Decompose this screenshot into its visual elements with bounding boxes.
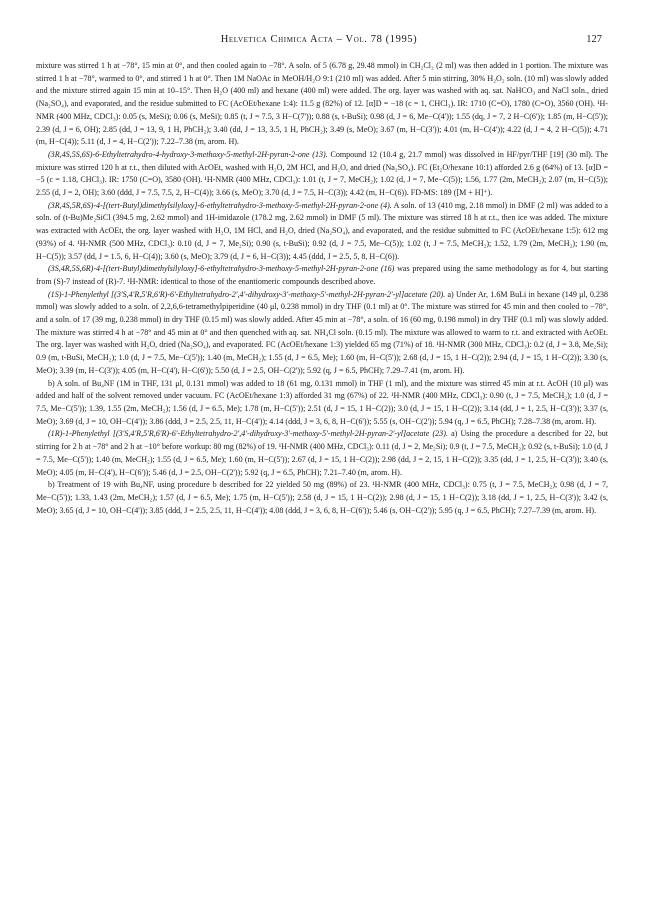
page-number: 127 [586,34,602,45]
paragraph-compound-23 [36,428,608,479]
paragraph-text: b) Treatment of 19 with Bu₄NF, using procedure b described for 22 yielded 50 mg (89%) of 23. ¹H-NMR (400 MHz, CDCl₃): 0.75 (t, J = 7.5, MeCH₂); 0.98 (d, J = 7, Me−C(5')); 1.33, 1.43 (2m, MeCH₂); 1.57 (d, J = 6.5, Me); 1.75 (m, H−C(5')); 2.58 (d, J = 15, 1 H−C(2)); 2.98 (d, J = 15, 1 H−C(2)); 3.18 (dd, J = 1, 2.5, H−C(3')); 3.42 (s, MeO); 3.65 (d, J = 10, OH−C(4')); 3.85 (ddd, J = 2.5, 2.5, 11, H−C(4')); 4.08 (ddd, J = 3, 6, 8, H−C(6')); 5.46 (s, OH−C(2')); 5.95 (q, J = 6.5, PhCH); 7.27–7.39 (m, arom. H). [36,480,608,515]
page-header [36,34,602,48]
paragraph-text: was prepared using the same methodology as for 4, but starting from (S)-7 instead of (R)-7. ¹H-NMR: identical to those of the enantiomeric compounds described above. [36,264,608,286]
paragraph-text: mixture was stirred 1 h at −78°, 15 min at 0°, and then cooled again to −78°. A soln. of 5 (6.78 g, 29.48 mmol) in CH₂Cl₂ (2 ml) was then added in 1 portion. The mixture was stirred 1 h at −78°, warmed to 0°, and stirred 1 h at 0°. Then 1M NaOAc in MeOH/H₂O 9:1 (210 ml) was added. After 5 min stirring, 30% H₂O₂ soln. (10 ml) was slowly added and the mixture stirred again 15 min at 10–15°. Then H₂O (400 ml) and hexane (400 ml) were added. The org. layer was washed with aq. sat. NaHCO₃ and NaCl soln., dried (Na₂SO₄), and evaporated, and the residue submitted to FC (AcOEt/hexane 1:4): 11.5 g (82%) of 12. [α]D = −18 (c = 1, CHCl₃). IR: 1710 (C=O), 1780 (C=O), 3560 (OH). ¹H-NMR (400 MHz, CDCl₃): 0.05 (s, MeSi); 0.06 (s, MeSi); 0.85 (t, J = 7.5, 3 H−C(7')); 0.88 (s, t-BuSi); 0.98 (d, J = 6, Me−C(4')); 1.55 (dq, J = 7, 2 H−C(6')); 1.85 (m, H−C(5')); 2.39 (d, J = 6, OH); 2.85 (dd, J = 13, 9, 1 H, PhCH₂); 3.40 (dd, J = 13, 3.5, 1 H, PhCH₂); 3.49 (s, MeO); 3.67 (m, H−C(3')); 4.01 (m, H−C(4')); 4.22 (d, J = 4, 2 H−C(5)); 4.71 (m, H−C(4)); 5.11 (d, J = 4, H−C(2')); 7.22–7.38 (m, arom. H). [36,61,608,147]
compound-title: (3S,4R,5S,6R)-4-[(tert-Butyl)dimethylsilyloxy]-6-ethyltetrahydro-3-methoxy-5-methyl-2H-pyran-2-one (16) [48,264,395,274]
compound-title: (3R,4S,5R,6S)-4-[(tert-Butyl)dimethylsilyloxy]-6-ethyltetrahydro-3-methoxy-5-methyl-2H-pyran-2-one (4). [48,200,392,210]
paragraph-compound-20 [36,289,608,378]
paragraph-text: a) Under Ar, 1.6M BuLi in hexane (149 μl, 0.238 mmol) was slowly added to a soln. of 2,2,6,6-tetramethylpiperidine (40 μl, 0.238 mmol) in dry THF (0.1 ml) at 0°. The mixture was stirred for 45 min and then cooled to −78°, and a soln. of 17 (39 mg, 0.238 mmol) in dry THF (0.15 ml) was slowly added. After 45 min at −78°, a soln. of 16 (60 mg, 0.198 mmol) in dry THF (0.1 ml) was slowly added. The mixture was stirred 4 h at −78° and 45 min at 0° and then quenched with aq. sat. NH₄Cl soln. (0.15 ml). The mixture was allowed to warm to r.t. and extracted with AcOEt. The org. layer was washed with H₂O, dried (Na₂SO₄), and evaporated. FC (AcOEt/hexane 1:3) yielded 65 mg (71%) of 18. ¹H-NMR (300 MHz, CDCl₃): 0.2 (d, J = 3.8, Me₂Si); 0.9 (m, t-BuSi, MeCH₂); 1.0 (d, J = 7.5, Me−C(5')); 1.40 (m, MeCH₂); 1.55 (d, J = 6.5, Me); 1.60 (m, H−C(5')); 2.68 (d, J = 15, 1 H−C(2)); 2.94 (d, J = 15, 1 H−C(2)); 3.30 (s, MeO); 3.39 (m, H−C(3')); 4.05 (m, H−C(4'), H−C(6')); 5.50 (d, J = 2.5, OH−C(2')); 5.92 (q, J = 6.5, PhCH); 7.29–7.41 (m, arom. H). [36,289,609,375]
compound-title: (3R,4S,5S,6S)-6-Ethyltetrahydro-4-hydroxy-3-methoxy-5-methyl-2H-pyran-2-one (13). [48,149,328,159]
experimental-section [36,60,608,517]
paragraph-text: Compound 12 (10.4 g, 21.7 mmol) was dissolved in HF/pyr/THF [19] (30 ml). The mixture was stirred 120 h at r.t., then diluted with AcOEt, washed with H₂O, 2M HCl, and H₂O, and dried (Na₂SO₄). FC (Et₂O/hexane 10:1) afforded 2.6 g (64%) of 13. [α]D = −5 (c = 1.18, CHCl₃). IR: 1750 (C=O), 3580 (OH). ¹H-NMR (400 MHz, CDCl₃): 1.01 (t, J = 7, MeCH₂); 1.02 (d, J = 7, Me−C(5)); 1.56, 1.77 (2m, MeCH₂); 2.07 (m, H−C(5)); 2.55 (d, J = 2, OH); 3.60 (ddd, J = 7.5, 7.5, 2, H−C(4)); 3.66 (s, MeO); 3.70 (d, J = 7.5, H−C(3)); 4.42 (m, H−C(6)). FD-MS: 189 ([M + H]⁺). [36,149,608,198]
paragraph-text: a) Using the procedure a described for 22, but stirring for 2 h at −78° and 2 h at −10° before workup: 80 mg (82%) of 19. ¹H-NMR (400 MHz, CDCl₃): 0.11 (d, J = 2, Me₂Si); 0.9 (t, J = 7.5, MeCH₂); 0.92 (s, t-BuSi); 1.0 (d, J = 7.5, Me−C(5')); 1.40 (m, MeCH₂); 1.55 (d, J = 6.5, Me); 1.60 (m, H−C(5')); 2.67 (d, J = 15, 1 H−C(2)); 2.98 (dd, J = 2, 15, 1 H−C(2)); 3.35 (dd, J = 1, 2.5, H−C(3')); 3.40 (s, MeO); 4.05 (m, H−C(4'), H−C(6')); 5.46 (d, J = 2.5, OH−C(2')); 5.92 (q, J = 6.5, PhCH); 7.21–7.40 (m, arom. H). [36,429,608,477]
paragraph-compound-23-b [36,479,608,517]
paragraph-compound-22 [36,378,608,429]
paragraph-compound-4 [36,200,608,264]
paragraph-text: b) A soln. of Bu₄NF (1M in THF, 131 μl, 0.131 mmol) was added to 18 (61 mg, 0.131 mmol) in THF (1 ml), and the mixture was stirred 45 min at r.t. AcOH (10 μl) was added and half of the solvent removed under vacuum. FC (AcOEt/hexane 1:3) afforded 31 mg (67%) of 22. ¹H-NMR (400 MHz, CDCl₃): 0.90 (t, J = 7.5, MeCH₂); 1.0 (d, J = 7.5, Me−C(5')); 1.39, 1.55 (2m, MeCH₂); 1.56 (d, J = 6.5, Me); 1.78 (m, H−C(5')); 2.51 (d, J = 15, 1 H−C(2)); 3.0 (d, J = 15, 1 H−C(2)); 3.14 (dd, J = 1, 2.5, H−C(3')); 3.37 (s, MeO); 3.69 (d, J = 10, OH−C(4')); 3.86 (ddd, J = 2.5, 2.5, 11, H−C(4')); 4.14 (ddd, J = 3, 6, 8, H−C(6')); 5.55 (s, OH−C(2')); 5.94 (q, J = 6.5, PhCH); 7.28–7.38 (m, arom. H). [36,378,608,426]
compound-title: (1S)-1-Phenylethyl [(3'S,4'R,5'R,6'R)-6'-Ethyltetrahydro-2',4'-dihydroxy-3'-methoxy-5'-methyl-2H-pyran-2'-yl]acetate (20). [48,289,446,299]
paragraph-compound-16 [36,263,608,288]
compound-title: (1R)-1-Phenylethyl [(3'S,4'R,5'R,6'R)-6'-Ethyltetrahydro-2',4'-dihydroxy-3'-methoxy-5'-methyl-2H-pyran-2'-yl]acetate (23). [48,429,448,439]
paragraph-compound-13 [36,149,608,200]
paragraph-continuation [36,60,608,149]
paragraph-text: A soln. of 13 (410 mg, 2.18 mmol) in DMF (2 ml) was added to a soln. of (t-Bu)Me₂SiCl (394.5 mg, 2.62 mmol) and 1H-imidazole (178.2 mg, 2.62 mmol) in DMF (5 ml). The mixture was stirred 18 h at r.t., then ice was added. The mixture was extracted with AcOEt, the org. layer washed with H₂O, 1M HCl, and H₂O, dried (Na₂SO₄), and evaporated, and the residue submitted to FC (AcOEt/hexane 1:5): 612 mg (93%) of 4. ¹H-NMR (500 MHz, CDCl₃): 0.10 (d, J = 7, Me₂Si); 0.90 (s, t-BuSi); 0.92 (d, J = 7.5, Me−C(5)); 1.02 (t, J = 7.5, MeCH₂); 1.52, 1.79 (2m, MeCH₂); 1.90 (m, H−C(5)); 3.57 (dd, J = 1.5, 6, H−C(4)); 3.60 (s, MeO); 3.79 (d, J = 6, H−C(3)); 4.45 (ddd, J = 2.5, 5, 8, H−C(6)). [36,200,608,261]
journal-running-title: Helvetica Chimica Acta – Vol. 78 (1995) [220,34,418,45]
